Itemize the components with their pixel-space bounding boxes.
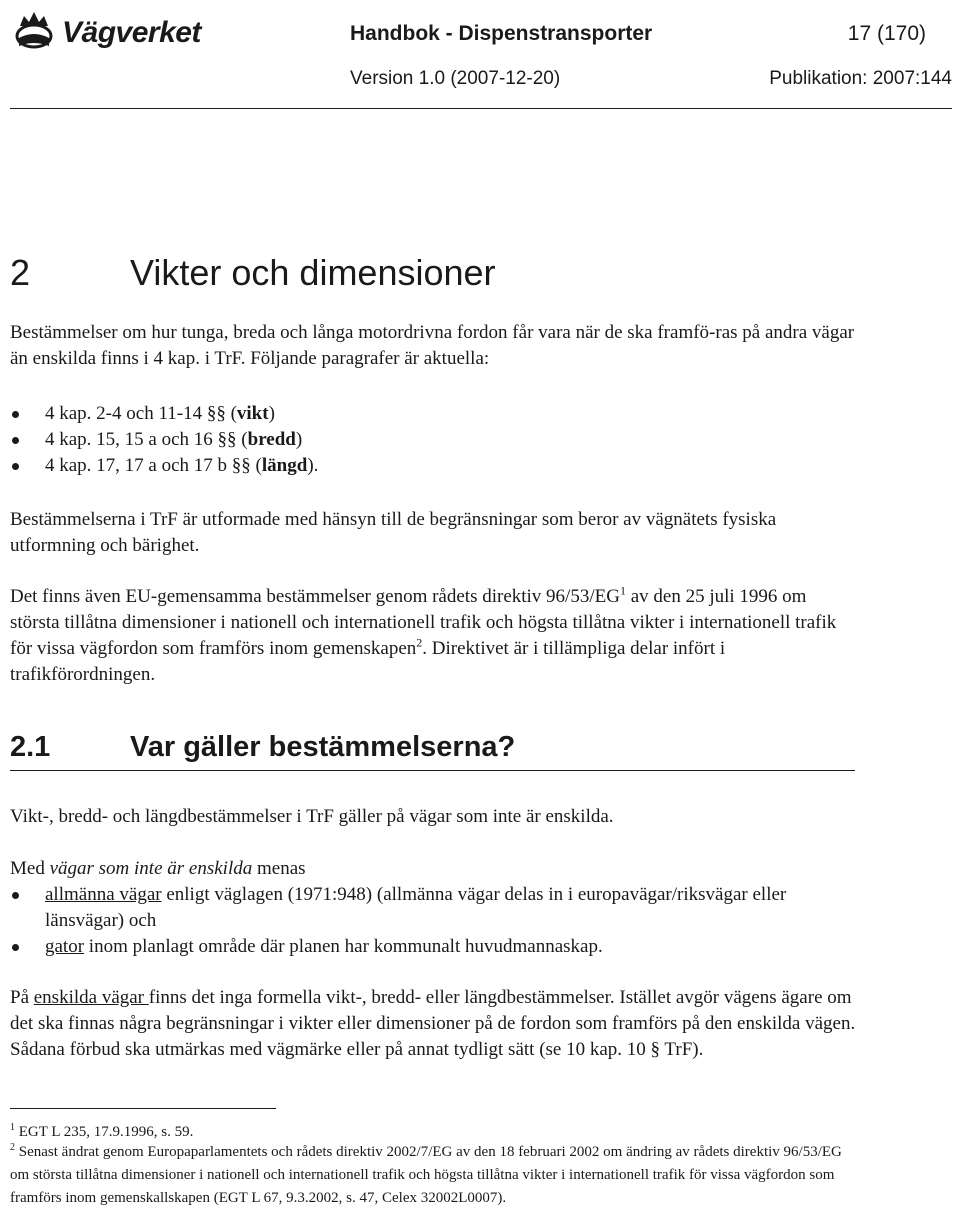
subsection-title: Var gäller bestämmelserna? [130,731,516,763]
paragraph-scope [10,804,860,830]
list-item: gator inom planlagt område där planen har kommunalt huvudmannaskap. [10,934,855,960]
page-number: 17 (170) [847,22,926,45]
paragraph-text: Bestämmelserna i TrF är utformade med hänsyn till de begränsningar som beror av vägnätets fysiska utformning och bärighet. [10,509,777,556]
paragraph-definition: Med vägar som inte är enskilda menas [10,858,306,879]
link-gator[interactable]: gator [45,936,85,957]
section-number: 2 [10,252,31,293]
header-divider [10,108,952,109]
footnote-ref-2[interactable]: 2 [416,635,423,650]
logo-text: Vägverket [62,16,201,49]
italic-term: vägar som inte är enskilda [49,858,253,879]
paragraph-eu-directive: Det finns även EU-gemensamma bestämmelser genom rådets direktiv $96/53/EG^1$ av den 25 juli 1996 om största tillåtna dimensioner i nationell och internationell trafik och högsta tillåtna vikter i internationell trafik för vissa vägfordon som framförs inom gemenskapen$^2$. Direktivet är i tillämpliga delar infört i trafikförordningen. [10,583,837,685]
paragraph-text: Vikt-, bredd- och längdbestämmelser i TrF gäller på vägar som inte är enskilda. [10,806,614,827]
list-item: 4 kap. 17, 17 a och 17 b §§ (längd). [10,453,318,479]
section-title: Vikter och dimensioner [130,252,496,293]
footnote-text: Senast ändrat genom Europaparlamentets och rådets direktiv 2002/7/EG av den 18 februari 2002 om ändring av rådets direktiv 96/53/EG om största tillåtna dimensioner i nationell och internationell trafik och högsta tillåtna vikter i internationell trafik för vissa vägfordon som framförs inom gemenskallskapen (EGT L 67, 9.3.2002, s. 47, Celex 32002L0007). [10,1144,842,1206]
list-item: allmänna vägar enligt väglagen (1971:948) (allmänna vägar delas in i europavägar/riksvägar eller länsvägar) och [10,882,855,934]
paragraph-private-roads: På enskilda vägar finns det inga formella vikt-, bredd- eller längdbestämmelser. Istället avgör vägens ägare om det ska finnas några begränsningar i vikter eller dimensioner på de fordon som framförs på den enskilda vägen. Sådana förbud ska utmärkas med vägmärke eller på annat tydligt sätt (se 10 kap. 10 § TrF). [10,987,856,1060]
intro-paragraph [10,320,860,372]
subsection-divider [10,770,855,771]
section-heading [10,252,496,294]
road-type-list [10,882,855,960]
footnote-divider [10,1108,276,1109]
list-item: 4 kap. 15, 15 a och 16 §§ (bredd) [10,427,318,453]
publication-label: Publikation: 2007:144 [769,68,952,89]
footnote-2 [10,1141,860,1210]
footnote-mark: 1 [10,1122,15,1133]
intro-text: Bestämmelser om hur tunga, breda och långa motordrivna fordon får vara när de ska framfö-ras på andra vägar än enskilda finns i 4 kap. i TrF. Följande paragrafer är aktuella: [10,322,855,369]
version-label: Version 1.0 (2007-12-20) [350,68,561,89]
list-item: 4 kap. 2-4 och 11-14 §§ (vikt) [10,401,318,427]
link-enskilda-vagar[interactable]: enskilda vägar [33,987,149,1008]
subsection-heading [10,731,515,764]
footnote-text: EGT L 235, 17.9.1996, s. 59. [15,1124,194,1140]
paragraph-restrictions [10,507,860,559]
document-title: Handbok - Dispenstransporter [350,22,653,45]
paragraph-list [10,401,318,479]
subsection-number: 2.1 [10,731,51,763]
footnote-ref-1[interactable]: 1 [619,583,626,598]
vagverket-logo [10,6,210,58]
link-allmanna-vagar[interactable]: allmänna vägar [45,884,162,905]
footnote-mark: 2 [10,1142,15,1153]
crown-emblem-icon [10,6,58,54]
